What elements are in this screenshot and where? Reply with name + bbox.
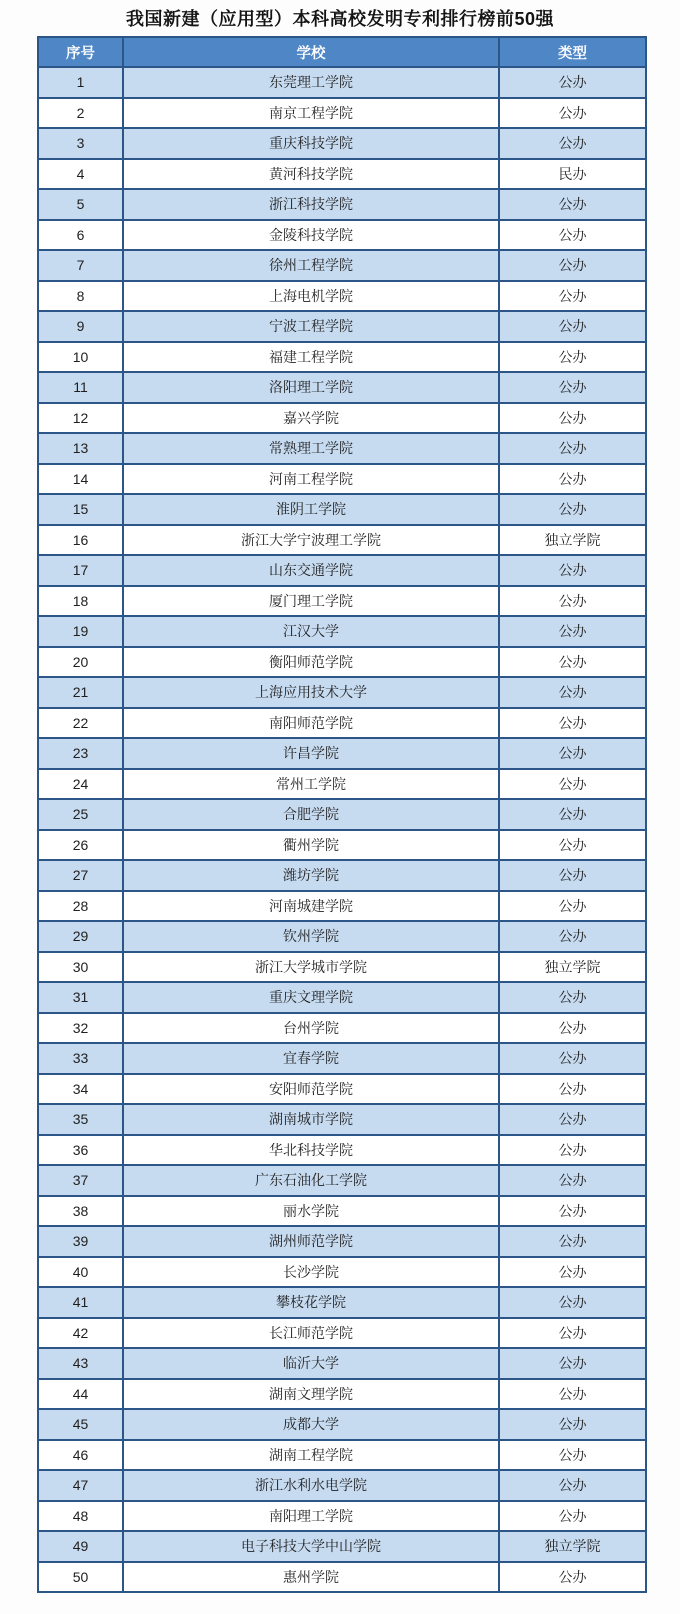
type-cell: 公办 bbox=[499, 799, 646, 830]
table-row bbox=[38, 1165, 646, 1196]
type-cell: 公办 bbox=[499, 1135, 646, 1166]
school-cell: 钦州学院 bbox=[123, 921, 499, 952]
table-row bbox=[38, 1409, 646, 1440]
rank-cell: 6 bbox=[38, 220, 123, 251]
rank-cell: 20 bbox=[38, 647, 123, 678]
type-cell: 独立学院 bbox=[499, 952, 646, 983]
school-cell: 江汉大学 bbox=[123, 616, 499, 647]
school-cell: 长沙学院 bbox=[123, 1257, 499, 1288]
column-header-type: 类型 bbox=[499, 37, 646, 67]
school-cell: 攀枝花学院 bbox=[123, 1287, 499, 1318]
column-header-school: 学校 bbox=[123, 37, 499, 67]
table-row bbox=[38, 98, 646, 129]
type-cell: 独立学院 bbox=[499, 525, 646, 556]
school-cell: 衢州学院 bbox=[123, 830, 499, 861]
table-row bbox=[38, 1531, 646, 1562]
school-cell: 丽水学院 bbox=[123, 1196, 499, 1227]
school-cell: 临沂大学 bbox=[123, 1348, 499, 1379]
rank-cell: 44 bbox=[38, 1379, 123, 1410]
school-cell: 宜春学院 bbox=[123, 1043, 499, 1074]
rank-cell: 37 bbox=[38, 1165, 123, 1196]
table-row bbox=[38, 738, 646, 769]
type-cell: 公办 bbox=[499, 1409, 646, 1440]
table-row bbox=[38, 1287, 646, 1318]
rank-cell: 4 bbox=[38, 159, 123, 190]
table-row bbox=[38, 281, 646, 312]
rank-cell: 34 bbox=[38, 1074, 123, 1105]
school-cell: 成都大学 bbox=[123, 1409, 499, 1440]
school-cell: 南京工程学院 bbox=[123, 98, 499, 129]
school-cell: 衡阳师范学院 bbox=[123, 647, 499, 678]
rank-cell: 13 bbox=[38, 433, 123, 464]
rank-cell: 27 bbox=[38, 860, 123, 891]
table-row bbox=[38, 708, 646, 739]
school-cell: 福建工程学院 bbox=[123, 342, 499, 373]
type-cell: 公办 bbox=[499, 1440, 646, 1471]
page-title: 我国新建（应用型）本科高校发明专利排行榜前50强 bbox=[125, 9, 555, 29]
type-cell: 公办 bbox=[499, 1196, 646, 1227]
rank-cell: 46 bbox=[38, 1440, 123, 1471]
rank-cell: 47 bbox=[38, 1470, 123, 1501]
school-cell: 湖南城市学院 bbox=[123, 1104, 499, 1135]
table-row bbox=[38, 372, 646, 403]
table-row bbox=[38, 830, 646, 861]
school-cell: 洛阳理工学院 bbox=[123, 372, 499, 403]
table-body bbox=[38, 67, 646, 1592]
rank-cell: 40 bbox=[38, 1257, 123, 1288]
type-cell: 公办 bbox=[499, 1379, 646, 1410]
school-cell: 上海电机学院 bbox=[123, 281, 499, 312]
type-cell: 公办 bbox=[499, 1043, 646, 1074]
table-row bbox=[38, 982, 646, 1013]
table-row bbox=[38, 921, 646, 952]
type-cell: 公办 bbox=[499, 494, 646, 525]
type-cell: 公办 bbox=[499, 372, 646, 403]
type-cell: 公办 bbox=[499, 281, 646, 312]
school-cell: 浙江科技学院 bbox=[123, 189, 499, 220]
table-row bbox=[38, 1348, 646, 1379]
rank-cell: 38 bbox=[38, 1196, 123, 1227]
school-cell: 湖南工程学院 bbox=[123, 1440, 499, 1471]
type-cell: 公办 bbox=[499, 342, 646, 373]
rank-cell: 41 bbox=[38, 1287, 123, 1318]
type-cell: 公办 bbox=[499, 830, 646, 861]
school-cell: 黄河科技学院 bbox=[123, 159, 499, 190]
type-cell: 公办 bbox=[499, 98, 646, 129]
rank-cell: 5 bbox=[38, 189, 123, 220]
type-cell: 公办 bbox=[499, 616, 646, 647]
table-row bbox=[38, 311, 646, 342]
school-cell: 重庆科技学院 bbox=[123, 128, 499, 159]
table-row bbox=[38, 1013, 646, 1044]
school-cell: 湖南文理学院 bbox=[123, 1379, 499, 1410]
table-row bbox=[38, 1440, 646, 1471]
rank-cell: 48 bbox=[38, 1501, 123, 1532]
column-header-rank: 序号 bbox=[38, 37, 123, 67]
table-row bbox=[38, 1257, 646, 1288]
school-cell: 淮阴工学院 bbox=[123, 494, 499, 525]
table-row bbox=[38, 677, 646, 708]
rank-cell: 21 bbox=[38, 677, 123, 708]
type-cell: 公办 bbox=[499, 1013, 646, 1044]
school-cell: 嘉兴学院 bbox=[123, 403, 499, 434]
type-cell: 公办 bbox=[499, 860, 646, 891]
rank-cell: 7 bbox=[38, 250, 123, 281]
school-cell: 徐州工程学院 bbox=[123, 250, 499, 281]
type-cell: 公办 bbox=[499, 586, 646, 617]
school-cell: 潍坊学院 bbox=[123, 860, 499, 891]
type-cell: 公办 bbox=[499, 1348, 646, 1379]
type-cell: 公办 bbox=[499, 311, 646, 342]
table-row bbox=[38, 494, 646, 525]
type-cell: 公办 bbox=[499, 1257, 646, 1288]
school-cell: 常熟理工学院 bbox=[123, 433, 499, 464]
rank-cell: 49 bbox=[38, 1531, 123, 1562]
school-cell: 宁波工程学院 bbox=[123, 311, 499, 342]
table-row bbox=[38, 189, 646, 220]
table-row bbox=[38, 1135, 646, 1166]
school-cell: 山东交通学院 bbox=[123, 555, 499, 586]
type-cell: 公办 bbox=[499, 738, 646, 769]
table-row bbox=[38, 1196, 646, 1227]
table-row bbox=[38, 67, 646, 98]
rank-cell: 26 bbox=[38, 830, 123, 861]
rank-cell: 29 bbox=[38, 921, 123, 952]
rank-cell: 35 bbox=[38, 1104, 123, 1135]
type-cell: 公办 bbox=[499, 67, 646, 98]
table-row bbox=[38, 1379, 646, 1410]
school-cell: 厦门理工学院 bbox=[123, 586, 499, 617]
rank-cell: 24 bbox=[38, 769, 123, 800]
header-row bbox=[38, 37, 646, 67]
school-cell: 南阳师范学院 bbox=[123, 708, 499, 739]
rank-cell: 9 bbox=[38, 311, 123, 342]
rank-cell: 10 bbox=[38, 342, 123, 373]
table-row bbox=[38, 464, 646, 495]
school-cell: 常州工学院 bbox=[123, 769, 499, 800]
rank-cell: 45 bbox=[38, 1409, 123, 1440]
school-cell: 浙江大学城市学院 bbox=[123, 952, 499, 983]
rank-cell: 22 bbox=[38, 708, 123, 739]
type-cell: 公办 bbox=[499, 189, 646, 220]
table-row bbox=[38, 891, 646, 922]
rank-cell: 18 bbox=[38, 586, 123, 617]
rank-cell: 25 bbox=[38, 799, 123, 830]
table-row bbox=[38, 1226, 646, 1257]
type-cell: 独立学院 bbox=[499, 1531, 646, 1562]
rank-cell: 32 bbox=[38, 1013, 123, 1044]
type-cell: 公办 bbox=[499, 1074, 646, 1105]
table-row bbox=[38, 616, 646, 647]
type-cell: 公办 bbox=[499, 433, 646, 464]
rank-cell: 3 bbox=[38, 128, 123, 159]
school-cell: 金陵科技学院 bbox=[123, 220, 499, 251]
table-row bbox=[38, 799, 646, 830]
rank-cell: 2 bbox=[38, 98, 123, 129]
type-cell: 公办 bbox=[499, 647, 646, 678]
type-cell: 公办 bbox=[499, 1226, 646, 1257]
type-cell: 民办 bbox=[499, 159, 646, 190]
table-row bbox=[38, 220, 646, 251]
table-row bbox=[38, 342, 646, 373]
school-cell: 广东石油化工学院 bbox=[123, 1165, 499, 1196]
school-cell: 合肥学院 bbox=[123, 799, 499, 830]
school-cell: 浙江水利水电学院 bbox=[123, 1470, 499, 1501]
type-cell: 公办 bbox=[499, 403, 646, 434]
rank-cell: 12 bbox=[38, 403, 123, 434]
table-row bbox=[38, 1501, 646, 1532]
rank-cell: 11 bbox=[38, 372, 123, 403]
rank-cell: 50 bbox=[38, 1562, 123, 1593]
ranking-table bbox=[37, 36, 647, 1593]
table-row bbox=[38, 586, 646, 617]
school-cell: 河南城建学院 bbox=[123, 891, 499, 922]
table-row bbox=[38, 1470, 646, 1501]
type-cell: 公办 bbox=[499, 1104, 646, 1135]
school-cell: 许昌学院 bbox=[123, 738, 499, 769]
table-row bbox=[38, 250, 646, 281]
rank-cell: 1 bbox=[38, 67, 123, 98]
rank-cell: 42 bbox=[38, 1318, 123, 1349]
type-cell: 公办 bbox=[499, 220, 646, 251]
table-row bbox=[38, 555, 646, 586]
table-row bbox=[38, 128, 646, 159]
type-cell: 公办 bbox=[499, 891, 646, 922]
rank-cell: 30 bbox=[38, 952, 123, 983]
table-row bbox=[38, 525, 646, 556]
rank-cell: 15 bbox=[38, 494, 123, 525]
table-row bbox=[38, 403, 646, 434]
rank-cell: 14 bbox=[38, 464, 123, 495]
rank-cell: 8 bbox=[38, 281, 123, 312]
rank-cell: 23 bbox=[38, 738, 123, 769]
type-cell: 公办 bbox=[499, 921, 646, 952]
rank-cell: 43 bbox=[38, 1348, 123, 1379]
rank-cell: 17 bbox=[38, 555, 123, 586]
school-cell: 惠州学院 bbox=[123, 1562, 499, 1593]
school-cell: 台州学院 bbox=[123, 1013, 499, 1044]
type-cell: 公办 bbox=[499, 1165, 646, 1196]
school-cell: 安阳师范学院 bbox=[123, 1074, 499, 1105]
table-row bbox=[38, 860, 646, 891]
school-cell: 南阳理工学院 bbox=[123, 1501, 499, 1532]
school-cell: 东莞理工学院 bbox=[123, 67, 499, 98]
school-cell: 上海应用技术大学 bbox=[123, 677, 499, 708]
rank-cell: 19 bbox=[38, 616, 123, 647]
table-row bbox=[38, 1104, 646, 1135]
type-cell: 公办 bbox=[499, 1470, 646, 1501]
school-cell: 河南工程学院 bbox=[123, 464, 499, 495]
table-row bbox=[38, 159, 646, 190]
table-row bbox=[38, 1043, 646, 1074]
table-row bbox=[38, 1562, 646, 1593]
table-row bbox=[38, 769, 646, 800]
school-cell: 长江师范学院 bbox=[123, 1318, 499, 1349]
type-cell: 公办 bbox=[499, 1287, 646, 1318]
school-cell: 电子科技大学中山学院 bbox=[123, 1531, 499, 1562]
type-cell: 公办 bbox=[499, 464, 646, 495]
table-header bbox=[38, 37, 646, 67]
school-cell: 重庆文理学院 bbox=[123, 982, 499, 1013]
type-cell: 公办 bbox=[499, 769, 646, 800]
table-row bbox=[38, 952, 646, 983]
rank-cell: 31 bbox=[38, 982, 123, 1013]
type-cell: 公办 bbox=[499, 128, 646, 159]
school-cell: 华北科技学院 bbox=[123, 1135, 499, 1166]
type-cell: 公办 bbox=[499, 1501, 646, 1532]
rank-cell: 39 bbox=[38, 1226, 123, 1257]
table-row bbox=[38, 1074, 646, 1105]
type-cell: 公办 bbox=[499, 1318, 646, 1349]
type-cell: 公办 bbox=[499, 1562, 646, 1593]
type-cell: 公办 bbox=[499, 555, 646, 586]
school-cell: 湖州师范学院 bbox=[123, 1226, 499, 1257]
type-cell: 公办 bbox=[499, 982, 646, 1013]
rank-cell: 33 bbox=[38, 1043, 123, 1074]
school-cell: 浙江大学宁波理工学院 bbox=[123, 525, 499, 556]
table-row bbox=[38, 433, 646, 464]
rank-cell: 36 bbox=[38, 1135, 123, 1166]
type-cell: 公办 bbox=[499, 677, 646, 708]
type-cell: 公办 bbox=[499, 708, 646, 739]
table-row bbox=[38, 647, 646, 678]
rank-cell: 16 bbox=[38, 525, 123, 556]
table-row bbox=[38, 1318, 646, 1349]
rank-cell: 28 bbox=[38, 891, 123, 922]
type-cell: 公办 bbox=[499, 250, 646, 281]
